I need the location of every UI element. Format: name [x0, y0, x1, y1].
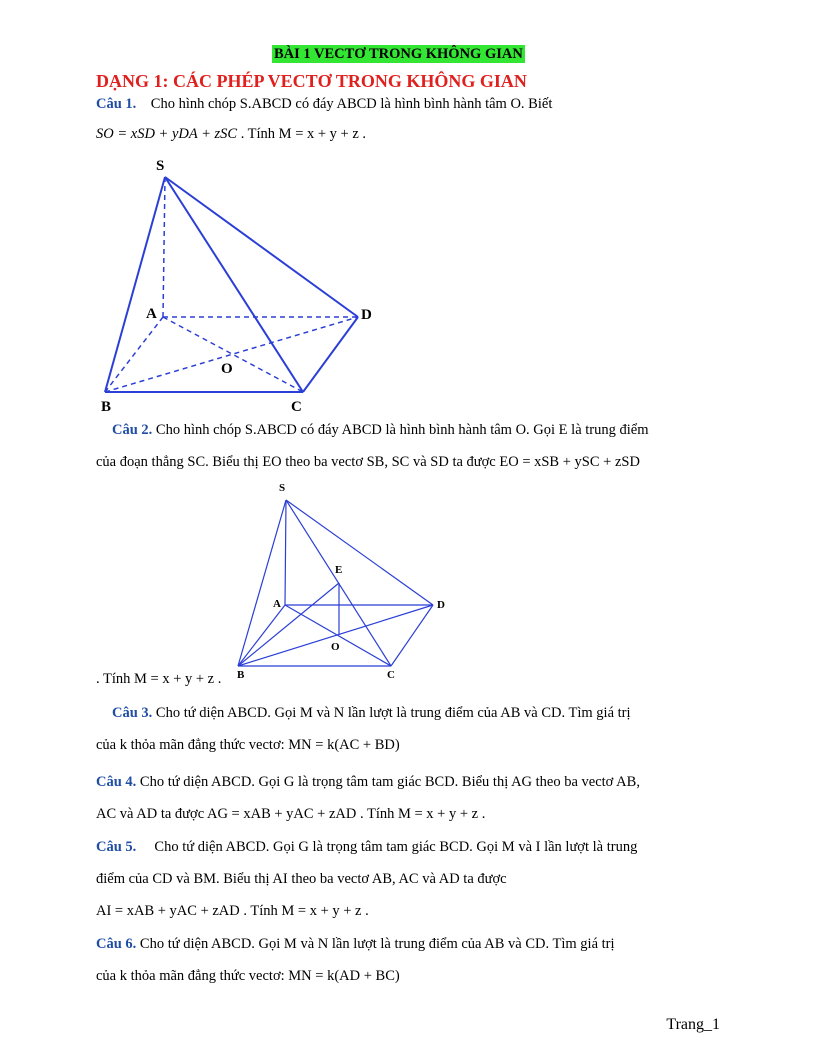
question-1-formula: SO = xSD + yDA + zSC	[96, 126, 238, 142]
label-C: C	[387, 669, 395, 678]
label-S: S	[156, 158, 165, 174]
question-5-line2: điểm của CD và BM. Biểu thị AI theo ba vectơ AB, AC và AD ta được	[96, 871, 507, 887]
label-O: O	[221, 361, 233, 377]
question-4-text: Cho tứ diện ABCD. Gọi G là trọng tâm tam giác BCD. Biểu thị AG theo ba vectơ AB,	[139, 774, 640, 790]
question-6-line2: của k thỏa mãn đẳng thức vectơ: MN = k(AD + BC)	[96, 968, 400, 984]
question-5-line3: AI = xAB + yAC + zAD . Tính M = x + y + z .	[96, 903, 369, 919]
question-5-text: Cho tứ diện ABCD. Gọi G là trọng tâm tam giác BCD. Gọi M và I lần lượt là trung	[154, 839, 638, 855]
pyramid-figure-1	[90, 150, 390, 420]
question-1-text: Cho hình chóp S.ABCD có đáy ABCD là hình bình hành tâm O. Biết	[150, 96, 553, 112]
question-5	[96, 837, 637, 857]
question-1-label: Câu 1.	[96, 96, 137, 112]
question-6	[96, 934, 615, 954]
question-6-text: Cho tứ diện ABCD. Gọi M và N lần lượt là trung điểm của AB và CD. Tìm giá trị	[139, 936, 615, 952]
question-1-ask: . Tính M = x + y + z .	[240, 126, 367, 142]
question-6-label: Câu 6.	[96, 936, 137, 952]
question-2-label: Câu 2.	[112, 422, 153, 438]
label-D: D	[437, 599, 445, 611]
question-3-text: Cho tứ diện ABCD. Gọi M và N lần lượt là trung điểm của AB và CD. Tìm giá trị	[155, 705, 631, 721]
label-C: C	[291, 399, 302, 415]
label-O: O	[331, 641, 340, 653]
label-D: D	[361, 307, 372, 323]
label-A: A	[146, 306, 157, 322]
question-2	[112, 420, 648, 440]
question-5-label: Câu 5.	[96, 839, 137, 855]
question-3-line2: của k thỏa mãn đẳng thức vectơ: MN = k(AC + BD)	[96, 737, 400, 753]
label-E: E	[335, 564, 343, 576]
pyramid-figure-2	[225, 478, 455, 678]
page-number: Trang_1	[666, 1016, 720, 1033]
label-A: A	[273, 598, 281, 610]
label-B: B	[101, 399, 112, 415]
question-4	[96, 772, 640, 792]
question-2-line2: của đoạn thẳng SC. Biểu thị EO theo ba vectơ SB, SC và SD ta được EO = xSB + ySC + zSD	[96, 454, 640, 470]
question-4-label: Câu 4.	[96, 774, 137, 790]
section-heading: DẠNG 1: CÁC PHÉP VECTƠ TRONG KHÔNG GIAN	[96, 71, 527, 91]
label-B: B	[237, 669, 245, 678]
label-S: S	[279, 482, 286, 494]
question-3-label: Câu 3.	[112, 705, 153, 721]
question-1	[96, 94, 552, 114]
question-4-line2: AC và AD ta được AG = xAB + yAC + zAD . Tính M = x + y + z .	[96, 806, 486, 822]
question-2-text: Cho hình chóp S.ABCD có đáy ABCD là hình bình hành tâm O. Gọi E là trung điểm	[155, 422, 649, 438]
page-title: BÀI 1 VECTƠ TRONG KHÔNG GIAN	[274, 46, 523, 62]
question-1-formula-line	[96, 124, 366, 144]
question-3	[112, 703, 631, 723]
question-2-ask: . Tính M = x + y + z .	[96, 671, 222, 687]
